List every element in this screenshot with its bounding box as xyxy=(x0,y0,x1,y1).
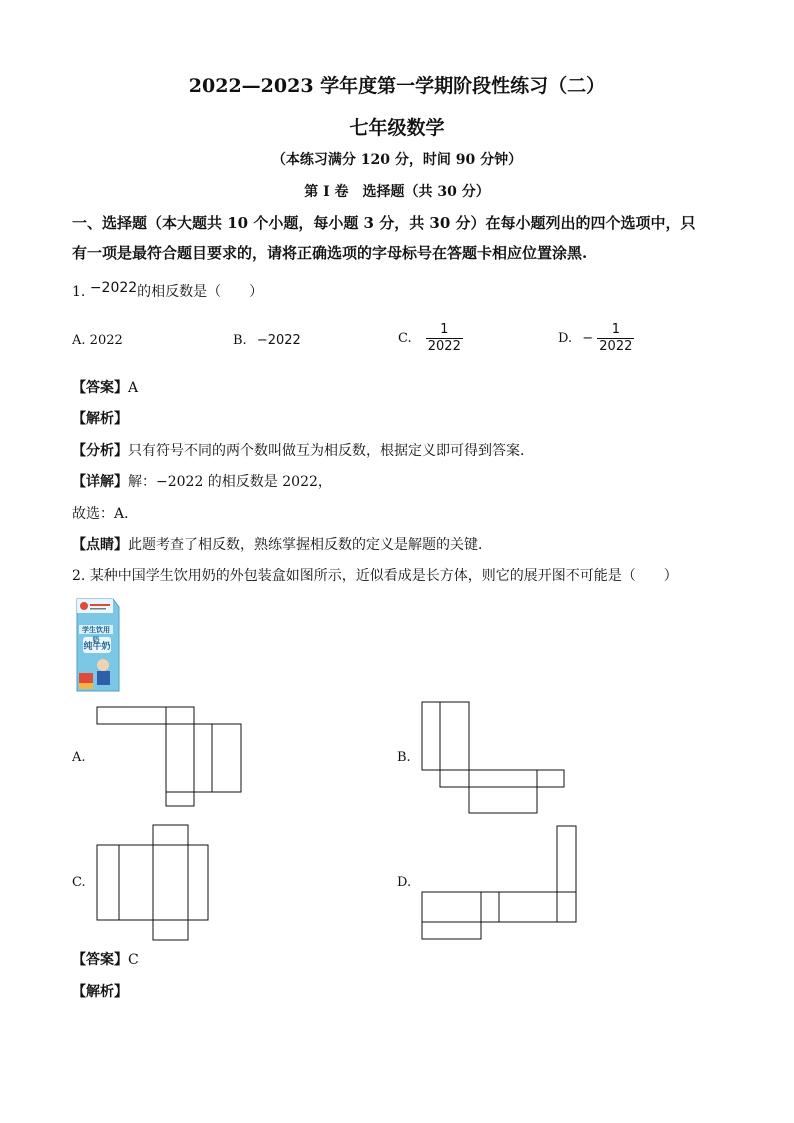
q1-guxuan: 故选：A． xyxy=(72,506,139,522)
net-b-face xyxy=(469,770,537,787)
option-d-numerator: 1 xyxy=(611,322,620,337)
q1-option-b xyxy=(233,333,301,348)
option-c-label: C. xyxy=(398,331,412,346)
q1-option-c xyxy=(398,322,463,355)
section-line-2: 有一项是最符合题目要求的，请将正确选项的字母标号在答题卡相应位置涂黑. xyxy=(72,244,588,262)
q2-answer xyxy=(72,950,139,970)
q2-label-a: A. xyxy=(72,750,86,765)
milk-carton-image xyxy=(73,595,121,693)
option-c-numerator: 1 xyxy=(440,322,449,337)
section-line-1: 一、选择题（本大题共 10 个小题，每小题 3 分，共 30 分）在每小题列出的四个选项中，只 xyxy=(72,214,696,232)
net-a-diagram xyxy=(90,700,250,812)
carton-line2: 纯牛奶 xyxy=(83,642,111,652)
xiangjie-tag: 【详解】 xyxy=(72,474,128,490)
q1-xiangjie xyxy=(72,472,332,492)
net-a-face xyxy=(97,707,166,724)
exam-title: 2022—2023 学年度第一学期阶段性练习（二） xyxy=(188,75,606,97)
net-c-diagram xyxy=(90,818,215,946)
net-d-face xyxy=(499,892,557,922)
q1-option-d xyxy=(558,322,634,355)
option-c-fraction xyxy=(426,322,463,355)
net-b-diagram xyxy=(415,695,575,820)
q1-answer xyxy=(72,378,138,398)
net-c-face xyxy=(153,920,188,940)
exam-note: （本练习满分 120 分，时间 90 分钟） xyxy=(271,152,523,168)
dianjing-tag: 【点睛】 xyxy=(72,537,128,553)
q1-analysis-tag: 【解析】 xyxy=(72,411,128,427)
net-d-face xyxy=(557,892,576,922)
q1-expression: −2022 xyxy=(89,280,138,296)
net-b-face xyxy=(440,702,469,770)
net-a-face xyxy=(166,724,194,792)
net-d-face xyxy=(481,892,499,922)
q1-fenxi xyxy=(72,441,534,461)
net-a-face xyxy=(212,724,241,792)
net-d-face xyxy=(422,922,481,939)
net-a-face xyxy=(194,724,212,792)
option-d-label: D. xyxy=(558,331,573,346)
option-a-label: A. xyxy=(72,333,86,348)
q2-label-b: B. xyxy=(397,750,411,765)
net-b-face xyxy=(422,702,440,770)
option-d-denominator: 2022 xyxy=(599,339,633,354)
net-c-face xyxy=(119,845,153,920)
xiangjie-text: 解：−2022 的相反数是 2022， xyxy=(128,474,332,490)
net-d-face xyxy=(422,892,481,922)
exam-part: 第 I 卷 选择题（共 30 分） xyxy=(304,184,490,200)
exam-subject: 七年级数学 xyxy=(349,117,445,139)
net-b-face xyxy=(469,787,537,813)
net-a-face xyxy=(166,707,194,724)
option-b-label: B. xyxy=(233,333,247,348)
q1-option-a xyxy=(72,333,123,348)
answer-value: A xyxy=(128,380,139,396)
fenxi-text: 只有符号不同的两个数叫做互为相反数，根据定义即可得到答案． xyxy=(128,443,534,459)
net-d-diagram xyxy=(415,820,585,946)
answer-tag: 【答案】 xyxy=(72,380,128,396)
option-c-denominator: 2022 xyxy=(427,339,461,354)
option-b-value: −2022 xyxy=(256,333,301,348)
carton-line1: 学生饮用奶 xyxy=(82,626,110,644)
answer-tag: 【答案】 xyxy=(72,952,128,968)
dianjing-text: 此题考查了相反数，熟练掌握相反数的定义是解题的关键． xyxy=(128,537,492,553)
q2-text: 某种中国学生饮用奶的外包装盒如图所示，近似看成是长方体，则它的展开图不可能是（ ） xyxy=(89,568,678,584)
net-c-face xyxy=(153,845,188,920)
net-a-face xyxy=(166,792,194,806)
q1-stem xyxy=(72,282,263,302)
net-c-face xyxy=(188,845,208,920)
q2-label-c: C. xyxy=(72,875,86,890)
q2-label-d: D. xyxy=(397,875,412,890)
net-b-face xyxy=(537,770,564,787)
q2-number: 2. xyxy=(72,568,86,584)
net-b-face xyxy=(440,770,469,787)
answer-value: C xyxy=(128,952,139,968)
q2-stem xyxy=(72,566,678,586)
q1-text: 的相反数是（ ） xyxy=(137,284,264,300)
option-a-value: 2022 xyxy=(89,333,123,348)
option-d-sign: − xyxy=(582,331,594,346)
q2-analysis-tag: 【解析】 xyxy=(72,984,128,1000)
net-c-face xyxy=(97,845,119,920)
fenxi-tag: 【分析】 xyxy=(72,443,128,459)
option-d-fraction xyxy=(597,322,634,355)
q1-number: 1. xyxy=(72,284,86,300)
q1-dianjing xyxy=(72,535,492,555)
net-d-face xyxy=(557,826,576,892)
net-c-face xyxy=(153,825,188,845)
